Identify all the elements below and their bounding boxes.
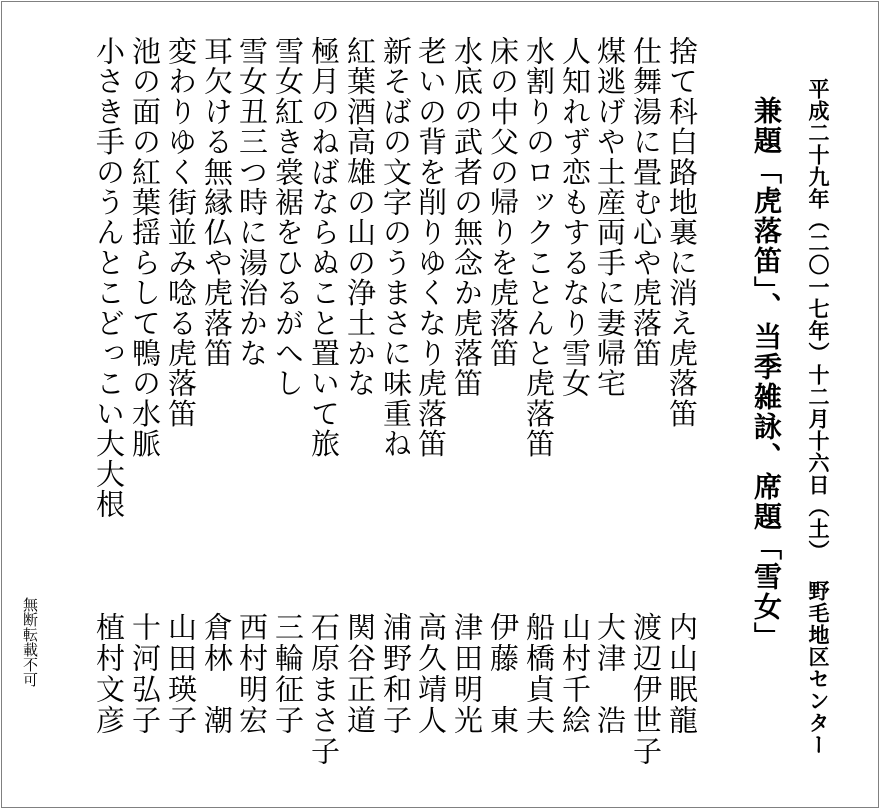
kukai-date: 平成二十九年（二〇一七年）十二月十六日（土） (806, 78, 831, 562)
poet-name: 十河弘子 (128, 612, 162, 736)
poet-name: 山村千絵 (558, 612, 592, 736)
poem-text: 老いの背を削りゆくなり虎落笛 (414, 36, 448, 459)
poem-text: 煤逃げや土産両手に妻帰宅 (593, 36, 627, 399)
header-date-venue (808, 78, 829, 756)
poet-name: 内山眠龍 (665, 612, 699, 736)
kukai-venue: 野毛地区センター (806, 580, 831, 756)
poem-text: 雪女丑三つ時に湯治かな (235, 36, 269, 369)
poet-name: 伊藤 東 (486, 612, 520, 736)
poem-text: 人知れず恋もするなり雪女 (558, 36, 592, 399)
poet-name: 山田瑛子 (164, 612, 198, 736)
poet-name: 植村文彦 (92, 612, 126, 736)
poem-text: 耳欠ける無縁仏や虎落笛 (200, 36, 234, 369)
poem-text: 紅葉酒高雄の山の浄土かな (343, 36, 377, 399)
poem-text: 水底の武者の無念か虎落笛 (450, 36, 484, 399)
poet-name: 三輪征子 (271, 612, 305, 736)
poem-text: 新そばの文字のうまさに味重ね (379, 36, 413, 459)
poem-text: 捨て科白路地裏に消え虎落笛 (665, 36, 699, 429)
poem-text: 極月のねばならぬこと置いて旅 (307, 36, 341, 459)
poem-text: 変わりゆく街並み唸る虎落笛 (164, 36, 198, 429)
poet-name: 大津 浩 (593, 612, 627, 736)
poet-name: 高久靖人 (414, 612, 448, 736)
poet-name: 西村明宏 (235, 612, 269, 736)
poet-name: 船橋貞夫 (522, 612, 556, 736)
poem-text: 池の面の紅葉揺らして鴨の水脈 (128, 36, 162, 459)
poem-text: 仕舞湯に畳む心や虎落笛 (629, 36, 663, 369)
poem-text: 水割りのロックことんと虎落笛 (522, 36, 556, 459)
no-reprint-notice: 無断転載不可 (21, 597, 39, 687)
poet-name: 浦野和子 (379, 612, 413, 736)
poet-name: 石原まさ子 (307, 612, 341, 767)
poem-text: 小さき手のうんとこどっこい大大根 (92, 36, 126, 520)
poem-text: 雪女紅き裳裾をひるがへし (271, 36, 305, 399)
poet-name: 津田明光 (450, 612, 484, 736)
poet-name: 関谷正道 (343, 612, 377, 736)
poem-text: 床の中父の帰りを虎落笛 (486, 36, 520, 369)
poet-name: 倉林 潮 (200, 612, 234, 736)
poet-name: 渡辺伊世子 (629, 612, 663, 767)
kukai-subjects: 兼題「虎落笛」、当季雑詠、席題「雪女」 (750, 96, 783, 652)
